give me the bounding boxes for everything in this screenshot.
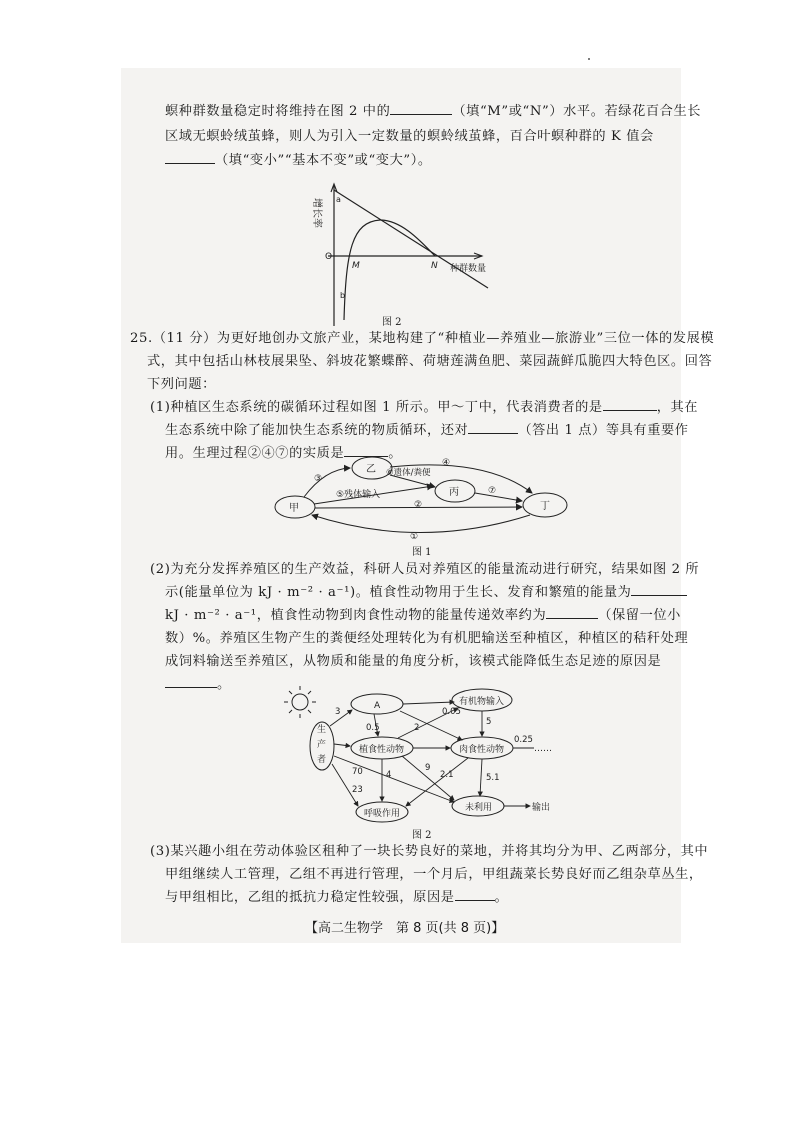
node-bing: 丙 — [449, 487, 459, 498]
figure-2-caption: 图 2 — [412, 830, 432, 841]
p1-line-3: 用。生理过程②④⑦的实质是 。 — [165, 446, 403, 461]
energy-flow-figure — [282, 682, 552, 827]
node-a: A — [374, 701, 381, 711]
process-3: ③ — [314, 474, 323, 484]
q25-line-1: 25.（11 分）为更好地创办文旅产业，某地构建了“种植业—养殖业—旅游业”三位一体的发展模 — [130, 331, 715, 346]
process-7: ⑦ — [488, 486, 497, 496]
flow-5-1: 5.1 — [486, 773, 500, 783]
growth-rate-xlabel: 种群数量 — [450, 264, 487, 274]
p3-line-2: 甲组继续人工管理，乙组不再进行管理，一个月后，甲组蔬菜长势良好而乙组杂草丛生， — [165, 867, 703, 882]
p2-line-1: (2)为充分发挥养殖区的生产效益，科研人员对养殖区的能量流动进行研究，结果如图 2 所 — [150, 562, 700, 577]
figure-caption: 图 2 — [382, 317, 402, 328]
answer-blank — [165, 151, 215, 164]
q25-line-2: 式，其中包括山林枝展果坠、斜坡花繁蝶醉、荷塘莲满鱼肥、菜园蔬鲜瓜脆四大特色区。回答 — [147, 354, 713, 369]
flow-0-25: 0.25 — [514, 735, 533, 745]
flow-70: 70 — [352, 767, 363, 777]
flow-3: 3 — [335, 707, 341, 717]
answer-blank — [455, 888, 495, 901]
figure-1-caption: 图 1 — [412, 547, 432, 558]
sun-icon — [284, 686, 316, 718]
process-5: ⑤残体输入 — [336, 490, 381, 500]
node-yi: 乙 — [366, 464, 376, 475]
node-ding: 丁 — [540, 501, 550, 512]
q25-line-3: 下列问题： — [147, 377, 216, 392]
process-1: ① — [410, 532, 419, 542]
flow-4: 4 — [386, 770, 392, 780]
dotted-continuation: …… — [534, 744, 552, 754]
answer-blank — [390, 102, 452, 115]
flow-9: 9 — [425, 763, 431, 773]
flow-0-5: 0.5 — [366, 723, 380, 733]
node-carnivore: 肉食性动物 — [459, 745, 505, 755]
n-label: N — [431, 261, 438, 271]
p2-line-6: 。 — [165, 673, 231, 696]
p2-line-5: 成饲料输送至养殖区，从物质和能量的角度分析，该模式能降低生态足迹的原因是 — [165, 654, 662, 669]
page-footer: 【高二生物学 第 8 页(共 8 页)】 — [305, 921, 505, 936]
flow-2: 2 — [414, 723, 420, 733]
carbon-cycle-figure — [270, 455, 575, 555]
producer-char-1: 生 — [317, 725, 327, 735]
growth-rate-ylabel: 增长率 — [311, 198, 322, 228]
top-line-2: 区域无螟蛉绒茧蜂，则人为引入一定数量的螟蛉绒茧蜂，百合叶螟种群的 K 值会 — [165, 129, 654, 144]
producer-char-3: 者 — [317, 755, 327, 765]
node-organic-input: 有机物输入 — [459, 697, 505, 707]
p3-line-3: 与甲组相比，乙组的抵抗力稳定性较强，原因是 。 — [165, 890, 509, 905]
answer-blank — [468, 421, 518, 434]
curve-b-label: b — [340, 291, 346, 300]
line-a-label: a — [336, 195, 341, 204]
m-label: M — [352, 261, 360, 271]
p2-line-2: 示(能量单位为 kJ · m⁻² · a⁻¹)。植食性动物用于生长、发育和繁殖的能量为 — [165, 581, 687, 604]
node-herbivore: 植食性动物 — [359, 745, 405, 755]
p2-line-3: kJ · m⁻² · a⁻¹，植食性动物到肉食性动物的能量传递效率约为 （保留一位小 — [165, 608, 681, 623]
p2-line-4: 数）%。养殖区生物产生的粪便经处理转化为有机肥输送至种植区，种植区的秸秆处理 — [165, 631, 689, 646]
p3-line-1: (3)某兴趣小组在劳动体验区租种了一块长势良好的菜地，并将其均分为甲、乙两部分，其中 — [150, 844, 709, 859]
top-line-3: （填“变小”“基本不变”或“变大”）。 — [165, 149, 432, 172]
node-jia: 甲 — [289, 503, 299, 514]
flow-0-05: 0.05 — [442, 707, 461, 717]
growth-rate-figure — [300, 180, 500, 330]
p1-line-2: 生态系统中除了能加快生态系统的物质循环，还对 （答出 1 点）等具有重要作 — [165, 423, 689, 438]
scan-speck — [588, 58, 590, 60]
origin-label: O — [325, 252, 333, 262]
p1-line-1: (1)种植区生态系统的碳循环过程如图 1 所示。甲～丁中，代表消费者的是 ，其在 — [150, 400, 699, 415]
answer-blank — [631, 583, 687, 596]
flow-5: 5 — [486, 717, 492, 727]
producer-char-2: 产 — [317, 740, 327, 750]
answer-blank — [603, 398, 657, 411]
node-respiration: 呼吸作用 — [364, 809, 401, 819]
answer-blank — [165, 675, 217, 688]
top-line-1: 螟种群数量稳定时将维持在图 2 中的 （填“M”或“N”）水平。若绿花百合生长 — [165, 104, 702, 119]
process-6: ⑥遗体/粪便 — [386, 468, 431, 478]
answer-blank — [546, 606, 598, 619]
output-label: 输出 — [532, 803, 551, 813]
flow-23: 23 — [352, 785, 363, 795]
flow-2-1: 2.1 — [440, 770, 454, 780]
process-4: ④ — [442, 458, 451, 468]
node-unused: 未利用 — [465, 803, 493, 813]
process-2: ② — [414, 500, 423, 510]
